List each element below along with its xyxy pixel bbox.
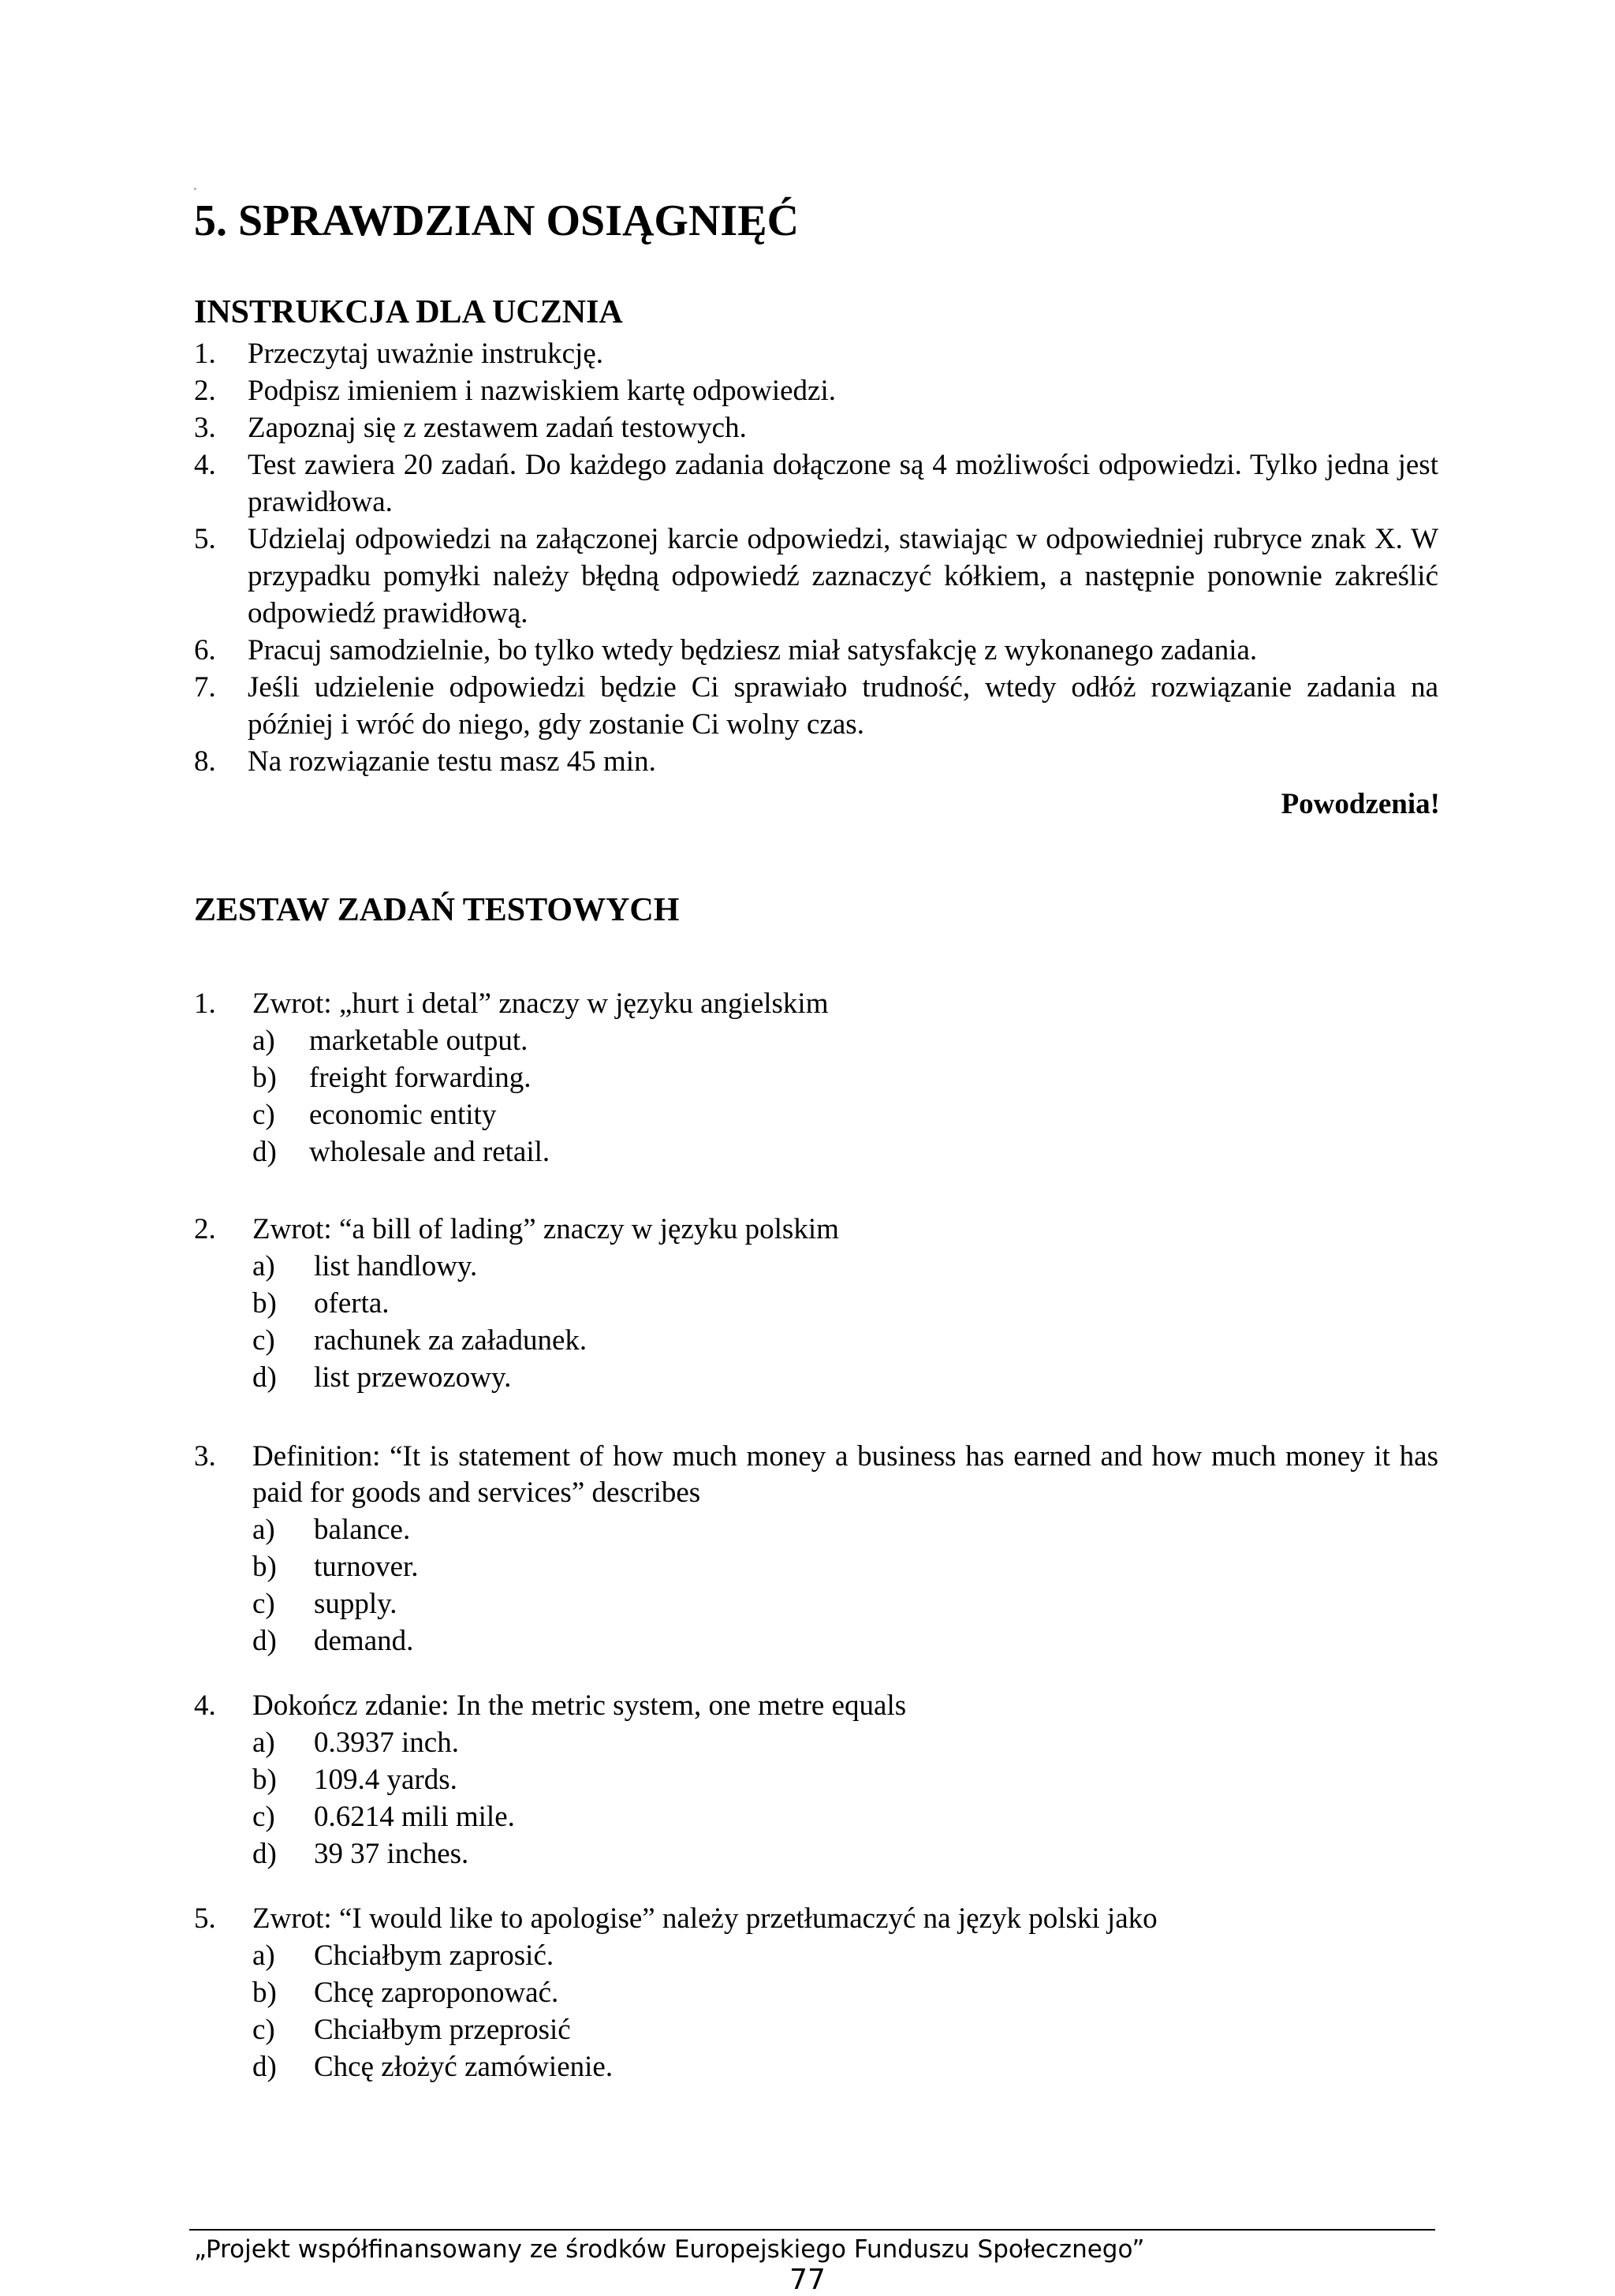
option-text: Chciałbym zaprosić.	[314, 1939, 554, 1972]
option-text: freight forwarding.	[309, 1062, 531, 1094]
option-letter: b)	[252, 1287, 277, 1320]
question-stem	[194, 1211, 1438, 1248]
instruction-item	[194, 372, 1438, 409]
instruction-text: Zapoznaj się z zestawem zadań testowych.	[248, 412, 747, 444]
option-text: Chciałbym przeprosić	[314, 2014, 571, 2046]
option-text: turnover.	[314, 1551, 419, 1583]
option-list	[194, 1511, 1438, 1659]
instruction-number: 7.	[194, 671, 216, 704]
option-letter: c)	[252, 1099, 275, 1131]
answer-option	[252, 1622, 1438, 1659]
question-text: Zwrot: “a bill of lading” znaczy w języku polskim	[252, 1213, 839, 1245]
answer-option	[252, 1285, 1438, 1322]
option-letter: a)	[252, 1025, 275, 1057]
instruction-text: Na rozwiązanie testu masz 45 min.	[248, 745, 656, 778]
option-letter: c)	[252, 2014, 275, 2046]
instruction-number: 3.	[194, 412, 216, 444]
option-letter: d)	[252, 1838, 277, 1870]
answer-option	[252, 1585, 1438, 1622]
question-stem	[194, 1901, 1438, 1937]
option-letter: c)	[252, 1588, 275, 1620]
test-heading: ZESTAW ZADAŃ TESTOWYCH	[194, 892, 680, 928]
answer-option	[252, 1248, 1438, 1285]
option-text: 0.6214 mili mile.	[314, 1801, 515, 1833]
question-stem	[194, 986, 1438, 1022]
question	[194, 1211, 1438, 1396]
page-title: 5. SPRAWDZIAN OSIĄGNIĘĆ	[194, 196, 800, 245]
instruction-item	[194, 521, 1438, 632]
question-number: 3.	[194, 1440, 216, 1473]
answer-option	[252, 1548, 1438, 1585]
instruction-text: Jeśli udzielenie odpowiedzi będzie Ci sprawiało trudność, wtedy odłóż rozwiązanie zadania na później i wróć do niego, gdy zostanie Ci wolny czas.	[248, 671, 1438, 741]
option-text: balance.	[314, 1514, 411, 1546]
option-letter: d)	[252, 1361, 277, 1394]
question-number: 4.	[194, 1689, 216, 1722]
footer-divider	[189, 2229, 1435, 2231]
option-letter: b)	[252, 1551, 277, 1583]
option-text: 0.3937 inch.	[314, 1727, 459, 1759]
answer-option	[252, 1798, 1438, 1835]
answer-option	[252, 2048, 1438, 2085]
question	[194, 1688, 1438, 1872]
option-list	[194, 1022, 1438, 1170]
option-text: wholesale and retail.	[309, 1136, 550, 1168]
option-text: list handlowy.	[314, 1250, 478, 1282]
instruction-item	[194, 632, 1438, 669]
answer-option	[252, 1096, 1438, 1133]
option-letter: b)	[252, 1764, 277, 1796]
question-text: Definition: “It is statement of how much money a business has earned and how much money it has paid for goods and services” describes	[252, 1440, 1438, 1509]
answer-option	[252, 1322, 1438, 1359]
instruction-item	[194, 409, 1438, 446]
question-text: Zwrot: “I would like to apologise” należy przetłumaczyć na język polski jako	[252, 1902, 1158, 1935]
scan-mark	[194, 188, 196, 190]
question-number: 5.	[194, 1902, 216, 1935]
option-letter: a)	[252, 1250, 275, 1282]
option-text: rachunek za załadunek.	[314, 1324, 587, 1357]
instruction-text: Pracuj samodzielnie, bo tylko wtedy będziesz miał satysfakcję z wykonanego zadania.	[248, 634, 1258, 666]
option-text: economic entity	[309, 1099, 497, 1131]
instruction-number: 2.	[194, 375, 216, 407]
option-letter: a)	[252, 1939, 275, 1972]
instruction-item	[194, 335, 1438, 372]
answer-option	[252, 1059, 1438, 1096]
question-stem	[194, 1688, 1438, 1724]
answer-option	[252, 1835, 1438, 1872]
answer-option	[252, 1761, 1438, 1798]
answer-option	[252, 2011, 1438, 2048]
footer-text: „Projekt współfinansowany ze środków Europejskiego Funduszu Społecznego”	[194, 2235, 1145, 2264]
option-text: 39 37 inches.	[314, 1838, 469, 1870]
question-stem	[194, 1439, 1438, 1511]
instructions-heading: INSTRUKCJA DLA UCZNIA	[194, 294, 623, 330]
instruction-text: Test zawiera 20 zadań. Do każdego zadania dołączone są 4 możliwości odpowiedzi. Tylko jedna jest prawidłowa.	[248, 449, 1438, 518]
question	[194, 1901, 1438, 2085]
option-letter: d)	[252, 1625, 277, 1657]
option-text: demand.	[314, 1625, 414, 1657]
instruction-number: 8.	[194, 745, 216, 778]
answer-option	[252, 1974, 1438, 2011]
option-text: 109.4 yards.	[314, 1764, 457, 1796]
answer-option	[252, 1937, 1438, 1974]
instruction-item	[194, 669, 1438, 743]
page-number: 77	[789, 2264, 826, 2296]
question-text: Zwrot: „hurt i detal” znaczy w języku angielskim	[252, 987, 829, 1020]
instruction-number: 4.	[194, 449, 216, 481]
answer-option	[252, 1022, 1438, 1059]
option-letter: b)	[252, 1062, 277, 1094]
answer-option	[252, 1511, 1438, 1548]
option-list	[194, 1724, 1438, 1872]
option-letter: a)	[252, 1514, 275, 1546]
option-text: oferta.	[314, 1287, 390, 1320]
instruction-text: Udzielaj odpowiedzi na załączonej karcie odpowiedzi, stawiając w odpowiedniej rubryce znak X. W przypadku pomyłki należy błędną odpowiedź zaznaczyć kółkiem, a następnie ponownie zakreślić odpowiedź prawidłową.	[248, 523, 1438, 629]
option-list	[194, 1937, 1438, 2085]
instruction-text: Przeczytaj uważnie instrukcję.	[248, 338, 603, 370]
question-number: 1.	[194, 987, 216, 1020]
option-letter: c)	[252, 1324, 275, 1357]
instruction-number: 6.	[194, 634, 216, 666]
question-number: 2.	[194, 1213, 216, 1245]
option-text: list przewozowy.	[314, 1361, 512, 1394]
option-letter: d)	[252, 2051, 277, 2083]
answer-option	[252, 1359, 1438, 1396]
option-letter: b)	[252, 1977, 277, 2009]
question	[194, 986, 1438, 1170]
option-list	[194, 1248, 1438, 1396]
option-letter: a)	[252, 1727, 275, 1759]
option-text: marketable output.	[309, 1025, 528, 1057]
option-letter: d)	[252, 1136, 277, 1168]
option-text: supply.	[314, 1588, 397, 1620]
instructions-list	[194, 335, 1438, 780]
option-text: Chcę zaproponować.	[314, 1977, 559, 2009]
instruction-text: Podpisz imieniem i nazwiskiem kartę odpowiedzi.	[248, 375, 836, 407]
answer-option	[252, 1724, 1438, 1761]
instruction-item	[194, 743, 1438, 780]
answer-option	[252, 1133, 1438, 1170]
instruction-number: 5.	[194, 523, 216, 555]
question	[194, 1439, 1438, 1659]
question-text: Dokończ zdanie: In the metric system, one metre equals	[252, 1689, 907, 1722]
option-letter: c)	[252, 1801, 275, 1833]
instruction-item	[194, 446, 1438, 521]
closing-text: Powodzenia!	[1281, 788, 1440, 820]
instruction-number: 1.	[194, 338, 216, 370]
option-text: Chcę złożyć zamówienie.	[314, 2051, 614, 2083]
